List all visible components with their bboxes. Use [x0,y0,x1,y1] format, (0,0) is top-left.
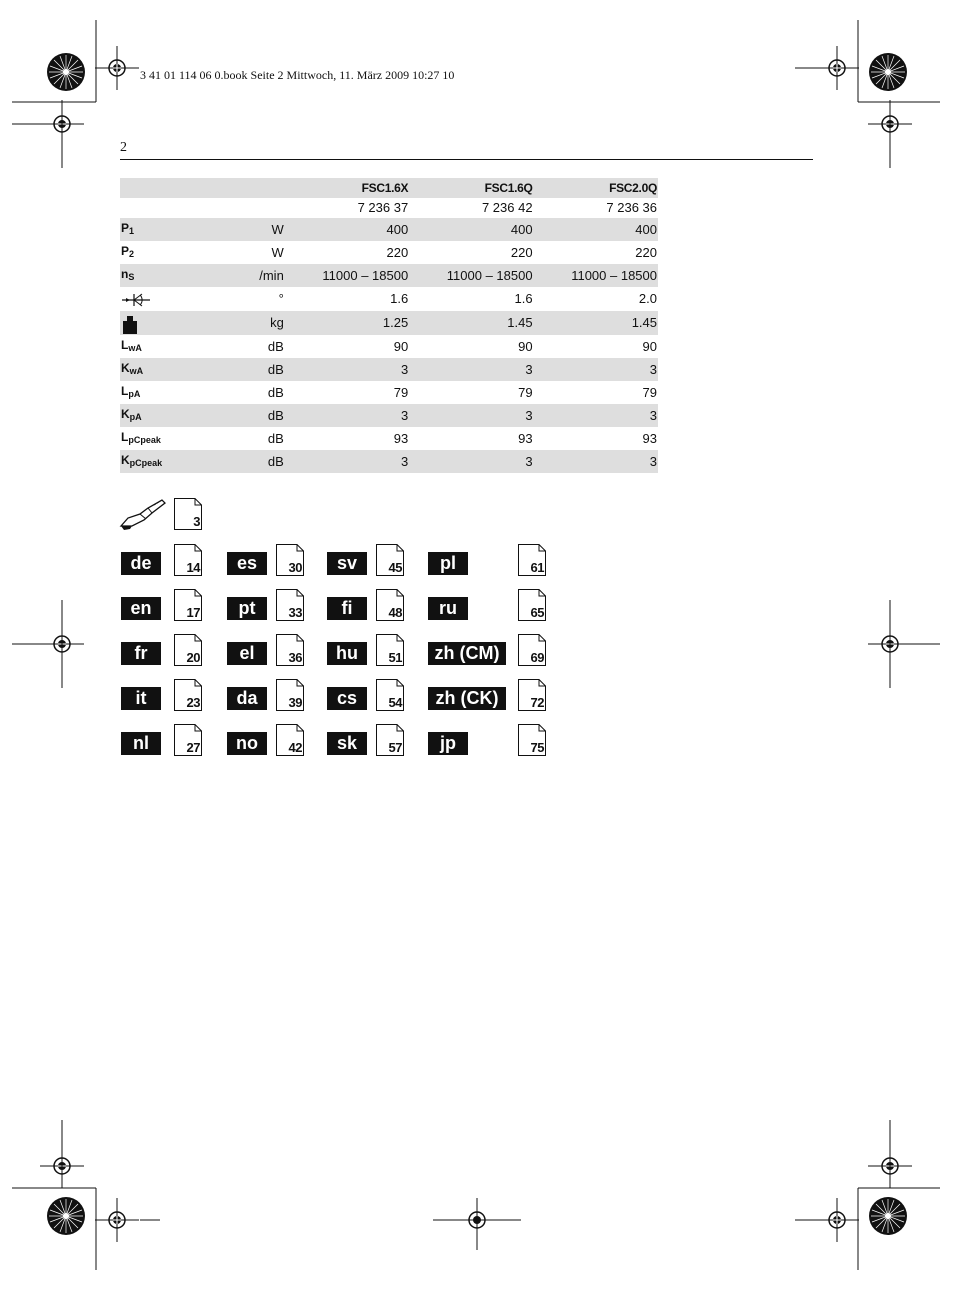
language-tab-sk[interactable]: sk [327,732,367,755]
page-reference[interactable]: 33 [276,589,304,621]
page-reference[interactable]: 36 [276,634,304,666]
language-tab-es[interactable]: es [227,552,267,575]
page-reference[interactable]: 23 [174,679,202,711]
table-row: $K_{wA}$ dB 3 3 3 [120,358,658,381]
table-row: $P_2$ W 220 220 220 [121,244,657,260]
weight-icon [121,314,139,334]
oscillation-angle-icon [121,292,151,308]
language-tab-de[interactable]: de [121,552,161,575]
multi-tool-icon [118,496,168,532]
table-row: ° 1.6 1.6 2.0 [120,287,658,311]
table-row: $L_{wA}$ dB 90 90 90 [121,338,657,354]
page-reference[interactable]: 51 [376,634,404,666]
language-tab-hu[interactable]: hu [327,642,367,665]
language-tab-nl[interactable]: nl [121,732,161,755]
language-tab-fr[interactable]: fr [121,642,161,665]
page-reference[interactable]: 61 [518,544,546,576]
table-row: $L_{pCpeak}$ dB 93 93 93 [121,430,657,446]
language-tab-zh-ck[interactable]: zh (CK) [428,687,506,710]
page-reference[interactable]: 48 [376,589,404,621]
page-reference[interactable]: 72 [518,679,546,711]
language-tab-en[interactable]: en [121,597,161,620]
page-reference[interactable]: 75 [518,724,546,756]
page-reference[interactable]: 14 [174,544,202,576]
page-reference[interactable]: 39 [276,679,304,711]
book-info-line: 3 41 01 114 06 0.book Seite 2 Mittwoch, 11. März 2009 10:27 10 [140,68,455,82]
page-reference[interactable]: 27 [174,724,202,756]
page-reference[interactable]: 54 [376,679,404,711]
page-reference[interactable]: 3 [174,498,202,530]
page-reference[interactable]: 17 [174,589,202,621]
order-number: 7 236 37 [357,200,409,215]
language-tab-el[interactable]: el [227,642,267,665]
model-header-row [120,178,658,198]
language-tab-da[interactable]: da [227,687,267,710]
order-number: 7 236 42 [481,200,533,215]
page-reference[interactable]: 57 [376,724,404,756]
page-reference[interactable]: 42 [276,724,304,756]
table-row: $L_{pA}$ dB 79 79 79 [121,384,657,400]
language-tab-pt[interactable]: pt [227,597,267,620]
table-row: kg 1.25 1.45 1.45 [120,311,658,335]
language-tab-fi[interactable]: fi [327,597,367,620]
page-reference[interactable]: 30 [276,544,304,576]
page-reference[interactable]: 65 [518,589,546,621]
page-reference[interactable]: 45 [376,544,404,576]
order-number: 7 236 36 [606,200,657,215]
model-name: FSC1.6X [285,178,409,198]
language-tab-zh-cm[interactable]: zh (CM) [428,642,506,665]
language-tab-it[interactable]: it [121,687,161,710]
page-reference[interactable]: 69 [518,634,546,666]
order-number-row [120,198,658,218]
table-row: $n_S$ /min 11000 – 18500 11000 – 18500 11000 – 18500 [120,264,658,287]
language-tab-pl[interactable]: pl [428,552,468,575]
header-rule [120,159,813,160]
language-tab-cs[interactable]: cs [327,687,367,710]
model-name: FSC2.0Q [534,178,658,198]
language-tab-ru[interactable]: ru [428,597,468,620]
table-row: $K_{pCpeak}$ dB 3 3 3 [120,450,658,473]
language-tab-jp[interactable]: jp [428,732,468,755]
language-tab-sv[interactable]: sv [327,552,367,575]
page-reference[interactable]: 20 [174,634,202,666]
table-row: $P_1$ W 400 400 400 [120,218,658,241]
language-tab-no[interactable]: no [227,732,267,755]
table-row: $K_{pA}$ dB 3 3 3 [120,404,658,427]
model-name: FSC1.6Q [409,178,533,198]
page-number: 2 [120,140,127,155]
technical-data-table [120,178,658,473]
